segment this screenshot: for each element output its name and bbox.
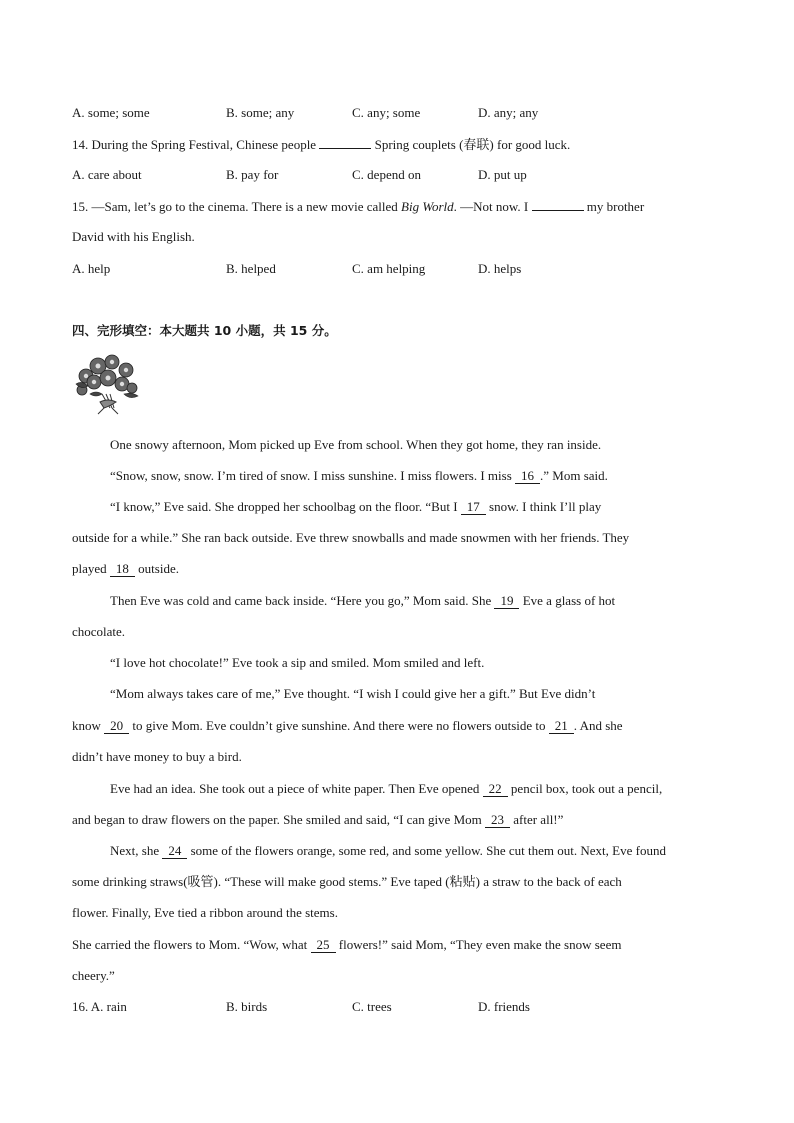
passage-text: She carried the flowers to Mom. “Wow, what xyxy=(72,937,308,952)
section-title: 四、完形填空：本大题共 10 小题，共 15 分。 xyxy=(72,323,337,338)
q15-option-c: C. am helping xyxy=(352,261,426,276)
blank-24: 24 xyxy=(162,844,187,859)
passage-line-1: One snowy afternoon, Mom picked up Eve from school. When they got home, they ran inside. xyxy=(110,437,602,452)
passage-line-15: some drinking straws(吸管). “These will make good stems.” Eve taped (粘贴) a straw to the back of each xyxy=(72,874,622,889)
passage-line-16: flower. Finally, Eve tied a ribbon around the stems. xyxy=(72,905,338,920)
passage-text: “Snow, snow, snow. I’m tired of snow. I miss sunshine. I miss flowers. I miss xyxy=(110,468,512,483)
q16-option-c: C. trees xyxy=(352,999,392,1014)
passage-line-3 xyxy=(110,498,601,516)
q15-blank xyxy=(532,197,584,211)
q15-movie-title: Big World xyxy=(401,199,454,214)
q15-part3: my brother xyxy=(586,199,645,214)
q15-option-b: B. helped xyxy=(226,261,276,276)
passage-line-17 xyxy=(72,936,621,954)
passage-line-14 xyxy=(110,842,666,860)
passage-text: some of the flowers orange, some red, and some yellow. She cut them out. Next, Eve found xyxy=(190,843,666,858)
q15-stem xyxy=(72,197,644,216)
passage-text: Then Eve was cold and came back inside. “Here you go,” Mom said. She xyxy=(110,593,492,608)
q14-option-a: A. care about xyxy=(72,167,142,182)
passage-text: Eve a glass of hot xyxy=(522,593,616,608)
q15-line2: David with his English. xyxy=(72,229,195,244)
q13-option-b: B. some; any xyxy=(226,105,295,120)
blank-21: 21 xyxy=(549,719,574,734)
passage-line-4: outside for a while.” She ran back outside. Eve threw snowballs and made snowmen with her friends. They xyxy=(72,530,630,545)
blank-22: 22 xyxy=(483,782,508,797)
blank-16: 16 xyxy=(515,469,540,484)
blank-18: 18 xyxy=(110,562,135,577)
passage-line-13 xyxy=(72,811,563,829)
q16-option-d: D. friends xyxy=(478,999,530,1014)
passage-text: know xyxy=(72,718,101,733)
passage-text: Eve had an idea. She took out a piece of white paper. Then Eve opened xyxy=(110,781,480,796)
q14-suffix: Spring couplets (春联) for good luck. xyxy=(374,137,571,152)
q14-stem xyxy=(72,135,570,154)
blank-20: 20 xyxy=(104,719,129,734)
q14-prefix: 14. During the Spring Festival, Chinese people xyxy=(72,137,317,152)
q14-blank xyxy=(319,135,371,149)
passage-line-11: didn’t have money to buy a bird. xyxy=(72,749,242,764)
passage-line-5 xyxy=(72,560,179,578)
passage-line-18: cheery.” xyxy=(72,968,115,983)
passage-line-8: “I love hot chocolate!” Eve took a sip and smiled. Mom smiled and left. xyxy=(110,655,485,670)
passage-text: to give Mom. Eve couldn’t give sunshine. And there were no flowers outside to xyxy=(132,718,546,733)
passage-text: flowers!” said Mom, “They even make the snow seem xyxy=(338,937,622,952)
q13-option-d: D. any; any xyxy=(478,105,539,120)
blank-17: 17 xyxy=(461,500,486,515)
q15-part2: . —Not now. I xyxy=(453,199,529,214)
passage-line-6 xyxy=(110,592,615,610)
passage-line-12 xyxy=(110,780,662,798)
flower-bouquet-icon xyxy=(72,350,140,416)
q13-option-c: C. any; some xyxy=(352,105,421,120)
q15-part1: 15. —Sam, let’s go to the cinema. There is a new movie called xyxy=(72,199,398,214)
q14-option-b: B. pay for xyxy=(226,167,279,182)
passage-text: . And she xyxy=(573,718,623,733)
passage-line-9: “Mom always takes care of me,” Eve thought. “I wish I could give her a gift.” But Eve didn’t xyxy=(110,686,596,701)
passage-text: .” Mom said. xyxy=(540,468,608,483)
passage-text: pencil box, took out a pencil, xyxy=(510,781,663,796)
q14-option-c: C. depend on xyxy=(352,167,421,182)
blank-19: 19 xyxy=(494,594,519,609)
passage-line-2 xyxy=(110,467,608,485)
q16-option-a: 16. A. rain xyxy=(72,999,127,1014)
q14-option-d: D. put up xyxy=(478,167,527,182)
passage-text: snow. I think I’ll play xyxy=(489,499,602,514)
blank-23: 23 xyxy=(485,813,510,828)
passage-text: and began to draw flowers on the paper. She smiled and said, “I can give Mom xyxy=(72,812,482,827)
passage-text: outside. xyxy=(138,561,179,576)
passage-text: played xyxy=(72,561,107,576)
q16-option-b: B. birds xyxy=(226,999,268,1014)
blank-25: 25 xyxy=(311,938,336,953)
passage-text: after all!” xyxy=(513,812,564,827)
passage-text: Next, she xyxy=(110,843,160,858)
passage-line-10 xyxy=(72,717,623,735)
passage-line-7: chocolate. xyxy=(72,624,126,639)
q15-option-a: A. help xyxy=(72,261,111,276)
q13-option-a: A. some; some xyxy=(72,105,150,120)
q15-option-d: D. helps xyxy=(478,261,522,276)
passage-text: “I know,” Eve said. She dropped her schoolbag on the floor. “But I xyxy=(110,499,458,514)
